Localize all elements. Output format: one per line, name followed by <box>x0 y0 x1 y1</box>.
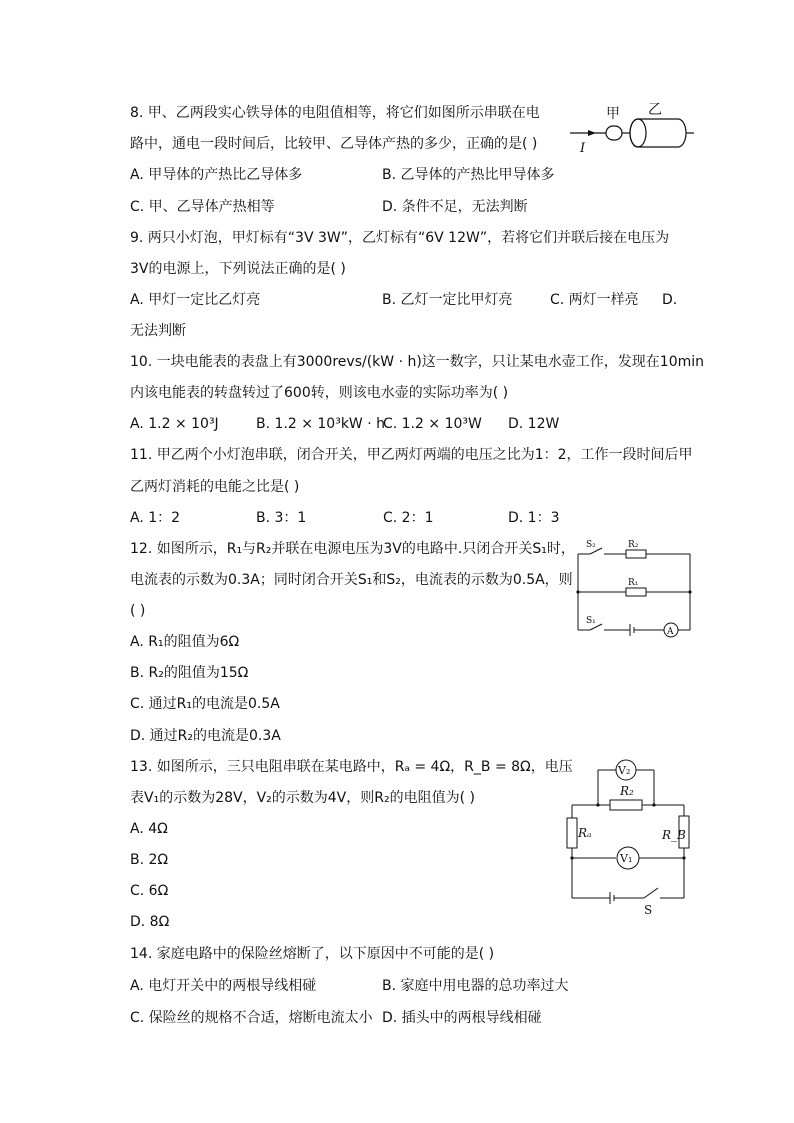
q8-label-yi: 乙 <box>648 102 662 118</box>
q13-line-2: 表V₁的示数为28V，V₂的示数为4V，则R₂的电阻值为( ) <box>130 790 475 806</box>
q9-option-b: B. 乙灯一定比甲灯亮 <box>382 292 513 308</box>
q12-option-d: D. 通过R₂的电流是0.3A <box>130 728 281 744</box>
q10-line-1: 10. 一块电能表的表盘上有3000revs/(kW · h)这一数字，只让某电水壶工作，发现在10min <box>130 354 705 370</box>
q14-option-a: A. 电灯开关中的两根导线相碰 <box>130 978 317 994</box>
q9-option-a: A. 甲灯一定比乙灯亮 <box>130 292 261 308</box>
q8-label-jia: 甲 <box>606 106 620 122</box>
q13-label-r2: R₂ <box>620 784 634 798</box>
q12-label-s2: S₂ <box>586 540 596 550</box>
q13-label-v1: V₁ <box>620 852 633 865</box>
q13-label-switch: S <box>644 903 653 917</box>
q9-option-d: D. <box>662 292 678 308</box>
q12-option-a: A. R₁的阻值为6Ω <box>130 634 240 650</box>
q8-option-d: D. 条件不足，无法判断 <box>382 199 528 215</box>
q13-label-rb: R_B <box>662 828 686 842</box>
q13-option-c: C. 6Ω <box>130 883 169 899</box>
q9-option-c: C. 两灯一样亮 <box>550 292 639 308</box>
q8-option-c: C. 甲、乙导体产热相等 <box>130 199 275 215</box>
q12-label-r1: R₁ <box>628 578 639 588</box>
q12-circuit-diagram <box>576 540 694 640</box>
q13-option-b: B. 2Ω <box>130 852 169 868</box>
q11-option-b: B. 3：1 <box>256 510 307 526</box>
q11-option-a: A. 1：2 <box>130 510 181 526</box>
q14-option-c: C. 保险丝的规格不合适，熔断电流太小 <box>130 1010 373 1026</box>
q10-option-a: A. 1.2 × 10³J <box>130 416 219 432</box>
q10-option-b: B. 1.2 × 10³kW · h <box>256 416 386 432</box>
q9-line-2: 3V的电源上，下列说法正确的是( ) <box>130 261 346 277</box>
q14-option-d: D. 插头中的两根导线相碰 <box>382 1010 542 1026</box>
q8-option-b: B. 乙导体的产热比甲导体多 <box>382 167 555 183</box>
q11-line-1: 11. 甲乙两个小灯泡串联，闭合开关，甲乙两灯两端的电压之比为1：2，工作一段时间后甲 <box>130 447 693 463</box>
q11-option-c: C. 2：1 <box>383 510 434 526</box>
q10-option-c: C. 1.2 × 10³W <box>383 416 482 432</box>
q13-option-d: D. 8Ω <box>130 914 170 930</box>
q11-line-2: 乙两灯消耗的电能之比是( ) <box>130 479 300 495</box>
q8-label-current: I <box>580 141 586 156</box>
q12-label-s1: S₁ <box>586 616 596 626</box>
q12-line-3: ( ) <box>130 603 146 619</box>
q12-option-b: B. R₂的阻值为15Ω <box>130 665 249 681</box>
q12-option-c: C. 通过R₁的电流是0.5A <box>130 696 280 712</box>
q12-label-ammeter: A <box>667 627 674 637</box>
q8-conductor-figure <box>566 100 696 160</box>
q14-line-1: 14. 家庭电路中的保险丝熔断了，以下原因中不可能的是( ) <box>130 946 495 962</box>
q12-line-2: 电流表的示数为0.3A；同时闭合开关S₁和S₂，电流表的示数为0.5A，则 <box>130 572 573 588</box>
q13-line-1: 13. 如图所示，三只电阻串联在某电路中，Rₐ = 4Ω，R_B = 8Ω，电压 <box>130 759 573 775</box>
q14-option-b: B. 家庭中用电器的总功率过大 <box>382 978 569 994</box>
q11-option-d: D. 1：3 <box>508 510 560 526</box>
q8-line-1: 8. 甲、乙两段实心铁导体的电阻值相等，将它们如图所示串联在电 <box>130 105 540 121</box>
q13-label-ra: Rₐ <box>578 826 592 840</box>
q10-option-d: D. 12W <box>508 416 560 432</box>
q9-line-1: 9. 两只小灯泡，甲灯标有“3V 3W”，乙灯标有“6V 12W”，若将它们并联后接在电压为 <box>130 230 670 246</box>
q8-line-2: 路中，通电一段时间后，比较甲、乙导体产热的多少，正确的是( ) <box>130 136 538 152</box>
q13-option-a: A. 4Ω <box>130 821 168 837</box>
q13-circuit-diagram <box>566 760 696 918</box>
q13-label-v2: V₂ <box>618 764 631 777</box>
q12-line-1: 12. 如图所示，R₁与R₂并联在电源电压为3V的电路中.只闭合开关S₁时， <box>130 541 575 557</box>
q9-option-d-text: 无法判断 <box>130 323 186 339</box>
q8-option-a: A. 甲导体的产热比乙导体多 <box>130 167 303 183</box>
q12-label-r2: R₂ <box>628 540 639 550</box>
q10-line-2: 内该电能表的转盘转过了600转，则该电水壶的实际功率为( ) <box>130 385 509 401</box>
